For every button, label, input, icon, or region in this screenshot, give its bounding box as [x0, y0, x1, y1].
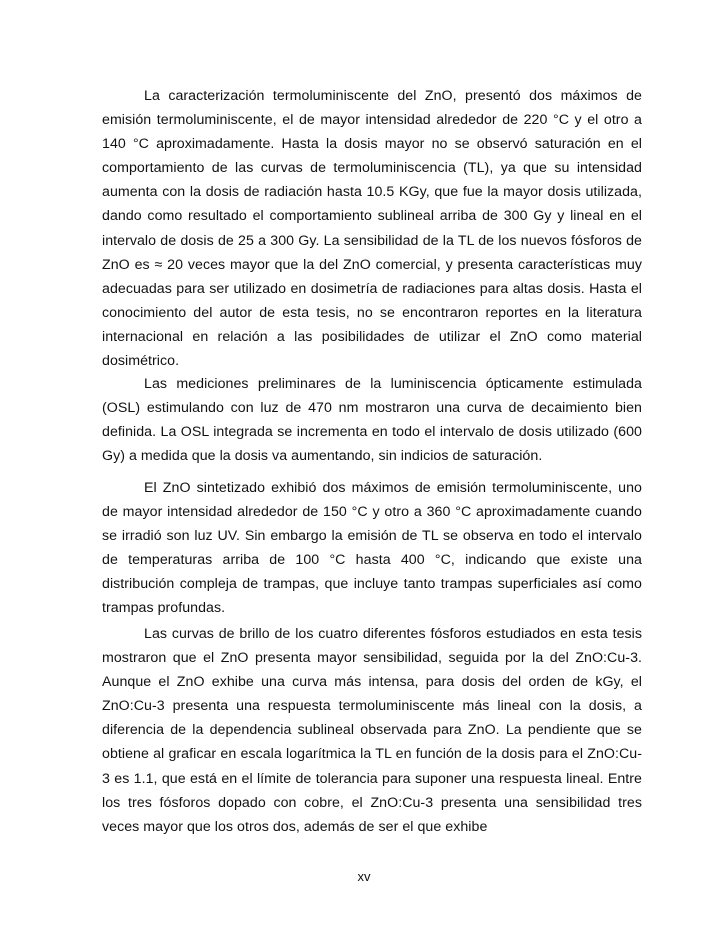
paragraph-glow-curves: Las curvas de brillo de los cuatro diferentes fósforos estudiados en esta tesis mostraron que el ZnO presenta mayor sensibilidad, seguida por la del ZnO:Cu-3. Aunque el ZnO exhibe una curva más intensa, para dosis del orden de kGy, el ZnO:Cu-3 presenta una respuesta termoluminiscente más lineal con la dosis, a diferencia de la dependencia sublineal observada para ZnO. La pendiente que se obtiene al graficar en escala logarítmica la TL en función de la dosis para el ZnO:Cu-3 es 1.1, que está en el límite de tolerancia para suponer una respuesta lineal. Entre los tres fósforos dopado con cobre, el ZnO:Cu-3 presenta una sensibilidad tres veces mayor que los otros dos, además de ser el que exhibe — [102, 626, 642, 835]
paragraph-tl-characterization: La caracterización termoluminiscente del ZnO, presentó dos máximos de emisión termoluminiscente, el de mayor intensidad alrededor de 220 °C y el otro a 140 °C aproximadamente. Hasta la dosis mayor no se observó saturación en el comportamiento de las curvas de termoluminiscencia (TL), ya que su intensidad aumenta con la dosis de radiación hasta 10.5 KGy, que fue la mayor dosis utilizada, dando como resultado el comportamiento sublineal arriba de 300 Gy y lineal en el intervalo de dosis de 25 a 300 Gy. La sensibilidad de la TL de los nuevos fósforos de ZnO es ≈ 20 veces mayor que la del ZnO comercial, y presenta características muy adecuadas para ser utilizado en dosimetría de radiaciones para altas dosis. Hasta el conocimiento del autor de esta tesis, no se encontraron reportes en la literatura internacional en relación a las posibilidades de utilizar el ZnO como material dosimétrico. — [102, 88, 642, 370]
paragraph-osl-measurements: Las mediciones preliminares de la luminiscencia ópticamente estimulada (OSL) estimulando con luz de 470 nm mostraron una curva de decaimiento bien definida. La OSL integrada se incrementa en todo el intervalo de dosis utilizado (600 Gy) a medida que la dosis va aumentando, sin indicios de saturación. — [102, 376, 642, 465]
page-number: xv — [357, 869, 371, 884]
paragraph-uv-emission: El ZnO sintetizado exhibió dos máximos de emisión termoluminiscente, uno de mayor intensidad alrededor de 150 °C y otro a 360 °C aproximadamente cuando se irradió son luz UV. Sin embargo la emisión de TL se observa en todo el intervalo de temperaturas arriba de 100 °C hasta 400 °C, indicando que existe una distribución compleja de trampas, que incluye tanto trampas superficiales así como trampas profundas. — [102, 480, 642, 617]
